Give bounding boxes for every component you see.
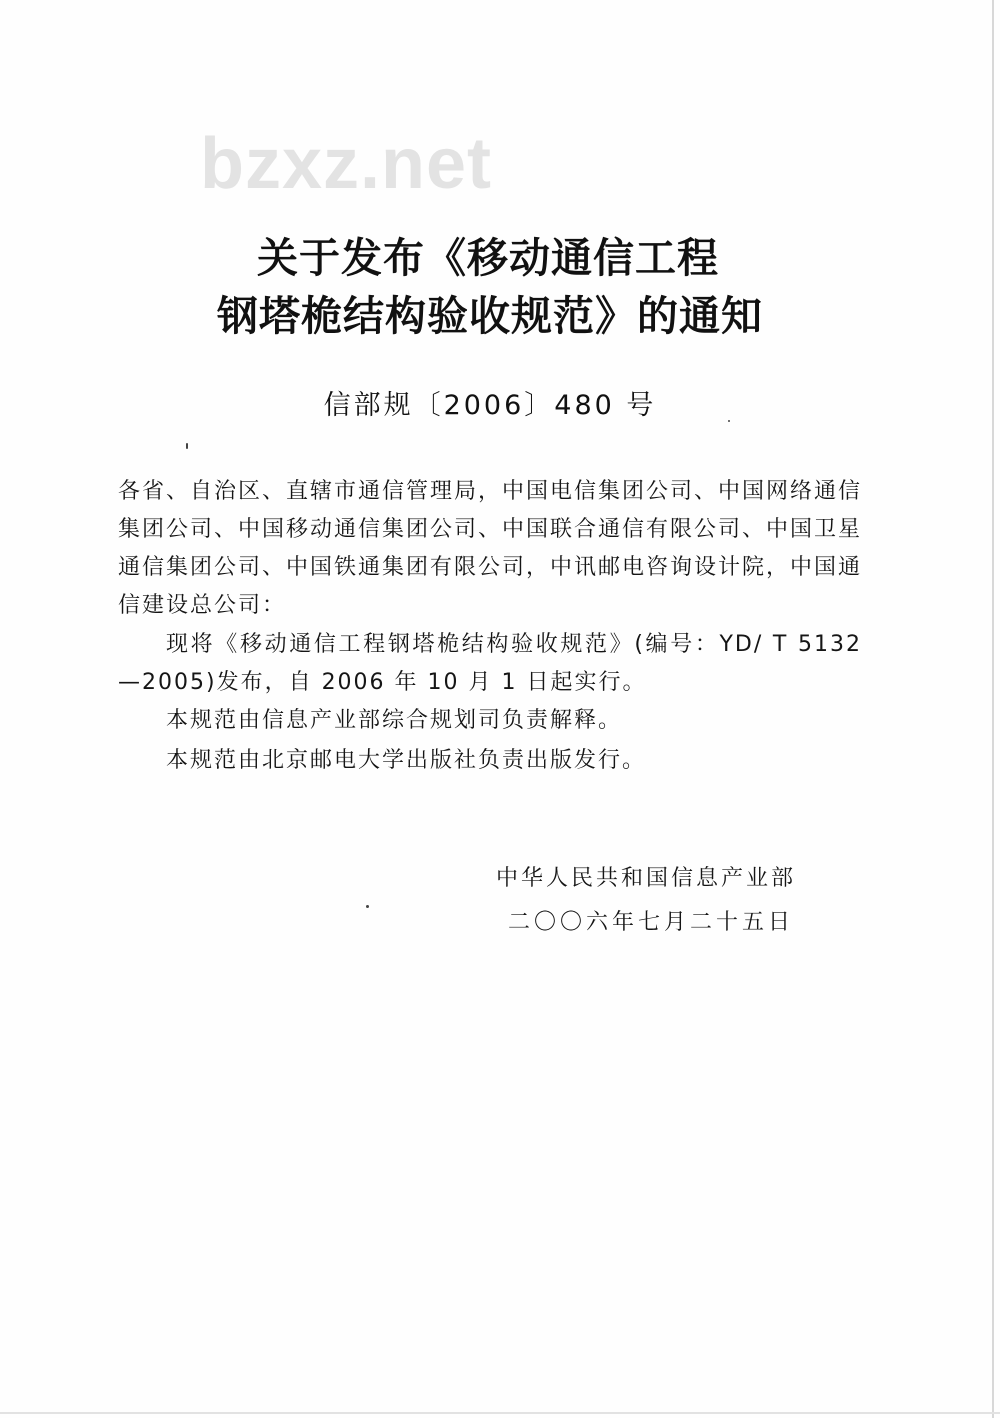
signature-organization: 中华人民共和国信息产业部 (496, 866, 797, 891)
paragraph-publication: 本规范由北京邮电大学出版社负责出版发行。 (166, 748, 647, 773)
paragraph-effective-date: 现将《移动通信工程钢塔桅结构验收规范》(编号：YD/ T 5132—2005)发布，自 2006 年 10 月 1 日起实行。 (118, 632, 862, 695)
addressee: 各省、自治区、直辖市通信管理局，中国电信集团公司、中国网络通信集团公司、中国移动通信集团公司、中国联合通信有限公司、中国卫星通信集团公司、中国铁通集团有限公司，中讯邮电咨询设计院，中国通信建设总公司： (118, 479, 863, 618)
document-number: 信部规〔2006〕480 号 (323, 390, 657, 421)
watermark: bzxz.net (200, 124, 493, 204)
page-edge-right (992, 0, 994, 1418)
signature-date: 二〇〇六年七月二十五日 (508, 910, 795, 935)
scan-speck (728, 420, 730, 422)
scan-speck (366, 905, 369, 908)
scan-speck (186, 443, 188, 449)
page-edge-bottom (0, 1412, 1000, 1414)
title-line-2: 钢塔桅结构验收规范》的通知 (217, 292, 763, 340)
paragraph-interpretation: 本规范由信息产业部综合规划司负责解释。 (166, 708, 623, 733)
title-line-1: 关于发布《移动通信工程 (257, 234, 719, 282)
